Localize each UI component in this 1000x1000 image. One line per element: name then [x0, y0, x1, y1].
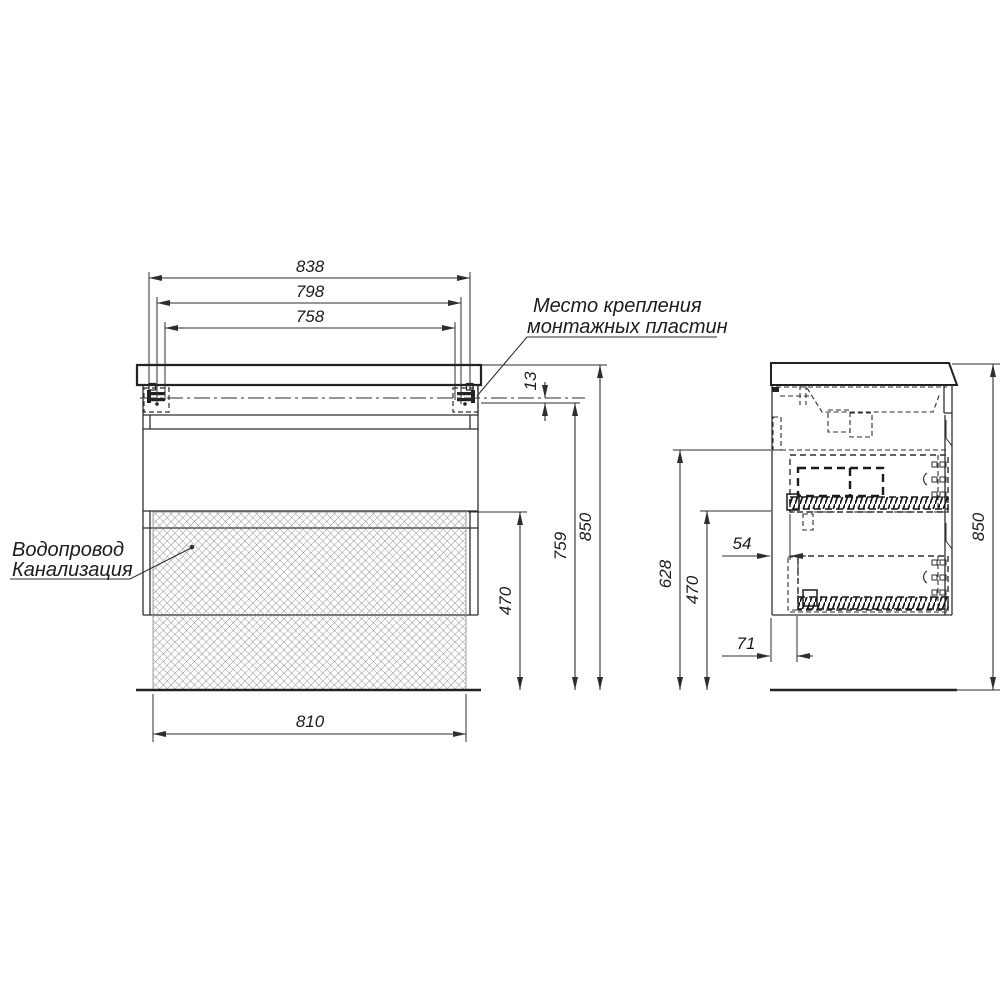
dim-text-810: 810 [295, 712, 325, 731]
plumbing-leader-dot [190, 545, 195, 550]
dim-text-470-side: 470 [683, 575, 702, 605]
drawer-inner-box [798, 468, 883, 496]
slide-rail-upper [790, 497, 948, 509]
mounting-plates-dashed [144, 388, 478, 412]
mounting-note-leader [477, 337, 717, 396]
dim-text-628: 628 [656, 559, 675, 589]
dim-text-13: 13 [521, 371, 540, 391]
dim-text-54: 54 [732, 534, 752, 553]
front-view [136, 365, 585, 690]
plumbing-note-line1: Водопровод [12, 539, 125, 561]
mounting-note-line1: Место крепления [533, 295, 702, 317]
hanging-notches [946, 420, 952, 549]
rail-brackets [787, 494, 817, 606]
countertop-side [771, 363, 957, 385]
mounting-plate-right [457, 384, 475, 406]
dim-text-71: 71 [736, 634, 756, 653]
plumbing-note-line2: Канализация [12, 559, 133, 581]
dim-text-838: 838 [295, 257, 325, 276]
mounting-plate-left [147, 384, 165, 406]
plumbing-hatch-area [153, 512, 466, 690]
dim-text-470-front: 470 [496, 586, 515, 616]
dim-text-798: 798 [295, 282, 325, 301]
mounting-note-line2: монтажных пластин [527, 316, 728, 338]
drawer-boxes-dashed [790, 455, 948, 610]
slide-rail-lower [798, 597, 948, 609]
dim-text-759: 759 [551, 531, 570, 561]
dim-text-850-side: 850 [969, 512, 988, 542]
countertop-front [137, 365, 481, 385]
dim-text-850-front: 850 [576, 512, 595, 542]
side-view [770, 363, 957, 690]
dim-text-758: 758 [295, 307, 325, 326]
